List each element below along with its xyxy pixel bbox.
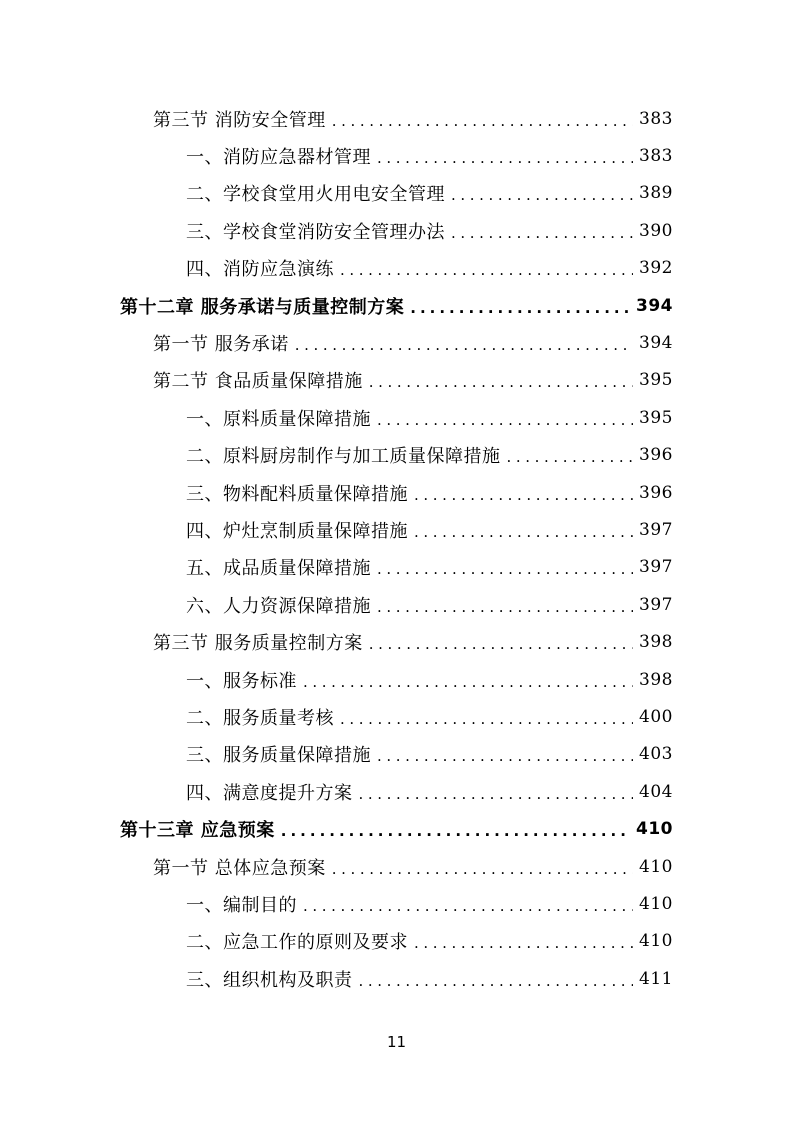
toc-dot-leader (410, 299, 630, 317)
toc-entry-title: 六、人力资源保障措施 (186, 595, 371, 617)
toc-entry-page-number: 410 (639, 931, 673, 952)
toc-dot-leader (377, 747, 633, 765)
toc-entry-page-number: 403 (639, 744, 673, 765)
toc-dot-leader (369, 635, 633, 653)
toc-dot-leader (295, 336, 633, 354)
toc-dot-leader (340, 710, 633, 728)
toc-entry-title: 四、炉灶烹制质量保障措施 (186, 520, 408, 542)
toc-item-entry[interactable] (0, 960, 793, 997)
toc-entry-title: 四、满意度提升方案 (186, 782, 353, 804)
toc-dot-leader (340, 261, 633, 279)
toc-entry-title: 二、学校食堂用火用电安全管理 (186, 184, 445, 206)
toc-item-entry[interactable] (0, 137, 793, 174)
toc-item-entry[interactable] (0, 773, 793, 810)
toc-entry-page-number: 396 (639, 482, 673, 503)
toc-dot-leader (451, 186, 633, 204)
toc-section-entry[interactable] (0, 324, 793, 361)
toc-item-entry[interactable] (0, 923, 793, 960)
toc-dot-leader (377, 560, 633, 578)
toc-entry-title: 一、编制目的 (186, 894, 297, 916)
toc-entry-title: 第三节 服务质量控制方案 (153, 633, 363, 655)
toc-entry-title: 三、学校食堂消防安全管理办法 (186, 221, 445, 243)
toc-entry-page-number: 392 (639, 258, 673, 279)
toc-entry-title: 三、组织机构及职责 (186, 969, 353, 991)
toc-entry-title: 三、服务质量保障措施 (186, 745, 371, 767)
toc-entry-page-number: 395 (639, 370, 673, 391)
toc-entry-page-number: 410 (639, 856, 673, 877)
toc-dot-leader (359, 785, 634, 803)
toc-entry-page-number: 383 (639, 146, 673, 167)
toc-entry-title: 第一节 服务承诺 (153, 334, 289, 356)
toc-entry-page-number: 396 (639, 445, 673, 466)
toc-entry-title: 一、原料质量保障措施 (186, 408, 371, 430)
toc-entry-page-number: 383 (639, 108, 673, 129)
toc-dot-leader (303, 897, 633, 915)
toc-chapter-entry[interactable] (0, 287, 793, 324)
toc-dot-leader (414, 523, 633, 541)
toc-dot-leader (377, 598, 633, 616)
toc-entry-title: 第十二章 服务承诺与质量控制方案 (120, 296, 405, 318)
toc-entry-title: 一、服务标准 (186, 670, 297, 692)
toc-entry-page-number: 404 (639, 781, 673, 802)
toc-entry-page-number: 410 (636, 819, 673, 840)
page-number: 11 (386, 1033, 407, 1051)
toc-item-entry[interactable] (0, 586, 793, 623)
toc-entry-title: 第十三章 应急预案 (120, 820, 275, 842)
toc-item-entry[interactable] (0, 885, 793, 922)
toc-entry-page-number: 411 (639, 968, 673, 989)
toc-section-entry[interactable] (0, 362, 793, 399)
toc-entry-page-number: 410 (639, 893, 673, 914)
toc-item-entry[interactable] (0, 212, 793, 249)
toc-dot-leader (369, 373, 633, 391)
toc-dot-leader (377, 149, 633, 167)
toc-entry-page-number: 398 (639, 669, 673, 690)
toc-entry-title: 二、原料厨房制作与加工质量保障措施 (186, 446, 501, 468)
toc-entry-page-number: 389 (639, 183, 673, 204)
toc-chapter-entry[interactable] (0, 810, 793, 847)
toc-entry-title: 四、消防应急演练 (186, 259, 334, 281)
toc-item-entry[interactable] (0, 661, 793, 698)
toc-entry-page-number: 400 (639, 706, 673, 727)
toc-section-entry[interactable] (0, 848, 793, 885)
toc-item-entry[interactable] (0, 399, 793, 436)
toc-entry-page-number: 397 (639, 519, 673, 540)
toc-dot-leader (359, 972, 634, 990)
toc-item-entry[interactable] (0, 736, 793, 773)
toc-entry-page-number: 398 (639, 632, 673, 653)
toc-entry-title: 第一节 总体应急预案 (153, 857, 326, 879)
toc-dot-leader (507, 448, 634, 466)
toc-entry-title: 三、物料配料质量保障措施 (186, 483, 408, 505)
toc-dot-leader (414, 934, 633, 952)
toc-dot-leader (377, 411, 633, 429)
toc-entry-title: 五、成品质量保障措施 (186, 558, 371, 580)
toc-entry-page-number: 394 (639, 333, 673, 354)
toc-item-entry[interactable] (0, 549, 793, 586)
toc-entry-page-number: 394 (636, 295, 673, 316)
toc-item-entry[interactable] (0, 175, 793, 212)
toc-item-entry[interactable] (0, 474, 793, 511)
toc-item-entry[interactable] (0, 250, 793, 287)
toc-dot-leader (451, 224, 633, 242)
toc-dot-leader (414, 486, 633, 504)
toc-entry-page-number: 395 (639, 407, 673, 428)
toc-entry-title: 第三节 消防安全管理 (153, 109, 326, 131)
toc-section-entry[interactable] (0, 100, 793, 137)
toc-entry-title: 二、应急工作的原则及要求 (186, 932, 408, 954)
toc-item-entry[interactable] (0, 437, 793, 474)
toc-dot-leader (332, 112, 633, 130)
toc-entry-page-number: 397 (639, 594, 673, 615)
toc-entry-title: 第二节 食品质量保障措施 (153, 371, 363, 393)
toc-entry-title: 二、服务质量考核 (186, 707, 334, 729)
toc-dot-leader (303, 673, 633, 691)
toc-entry-title: 一、消防应急器材管理 (186, 147, 371, 169)
toc-section-entry[interactable] (0, 623, 793, 660)
table-of-contents (0, 100, 793, 997)
toc-dot-leader (332, 860, 633, 878)
toc-item-entry[interactable] (0, 511, 793, 548)
toc-item-entry[interactable] (0, 698, 793, 735)
toc-entry-page-number: 397 (639, 557, 673, 578)
toc-dot-leader (281, 822, 630, 840)
toc-entry-page-number: 390 (639, 220, 673, 241)
